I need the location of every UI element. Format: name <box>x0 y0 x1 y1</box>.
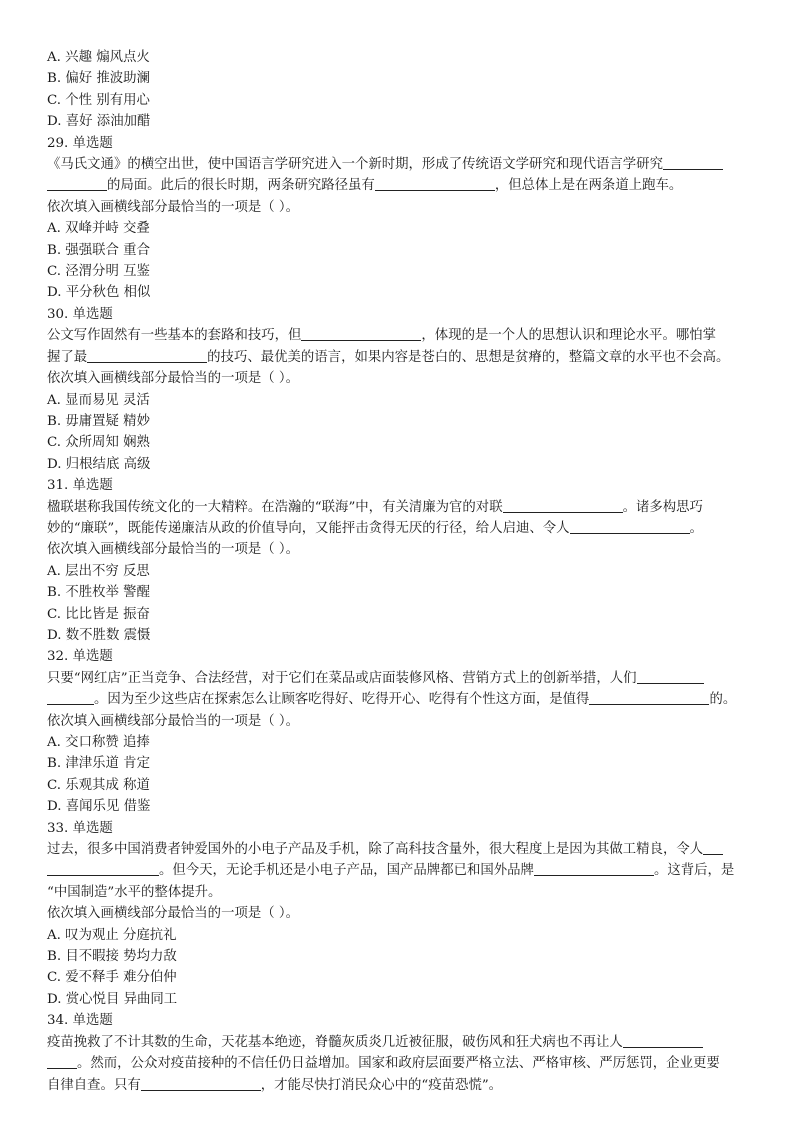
q30-option-c: C. 众所周知 娴熟 <box>47 435 150 451</box>
q28-option-a: A. 兴趣 煽风点火 <box>47 50 150 65</box>
q34-blank-1b <box>47 1054 77 1069</box>
q30-option-d: D. 归根结底 高级 <box>47 456 151 472</box>
q33-stem-line-3: “中国制造”水平的整体提升。 <box>47 884 222 900</box>
q30-stem-text: ，体现的是一个人的思想认识和理论水平。哪怕掌 <box>421 328 717 344</box>
q32-option-a: A. 交口称赞 追捧 <box>47 735 150 750</box>
q30-stem-text: 公文写作固然有一些基本的套路和技巧，但 <box>47 328 302 344</box>
q31-header: 31. 单选题 <box>47 478 113 494</box>
q31-option-d: D. 数不胜数 震慑 <box>47 627 151 643</box>
q33-blank-1b <box>47 861 159 876</box>
q32-header: 32. 单选题 <box>47 649 113 665</box>
q29-option-a: A. 双峰并峙 交叠 <box>47 221 150 237</box>
q30-stem-text: 握了最 <box>47 349 88 365</box>
q33-blank-1a <box>703 840 723 855</box>
q33-prompt: 依次填入画横线部分最恰当的一项是（ ）。 <box>47 906 299 922</box>
q30-stem-line-1 <box>47 325 756 346</box>
q34-stem-line-1 <box>47 1032 756 1053</box>
q32-option-d: D. 喜闻乐见 借鉴 <box>47 799 151 815</box>
q34-blank-1a <box>623 1033 703 1048</box>
q29-option-c: C. 泾渭分明 互鉴 <box>47 264 150 280</box>
q31-stem-line-2 <box>47 518 756 539</box>
q32-stem-line-1 <box>47 668 756 689</box>
q28-option-c: C. 个性 别有用心 <box>47 92 150 108</box>
q29-stem-text: 《马氏文通》的横空出世，使中国语言学研究进入一个新时期，形成了传统语文学研究和现代语言学研究 <box>47 157 663 173</box>
q29-blank-1b <box>47 176 107 191</box>
q33-stem-text: 过去，很多中国消费者钟爱国外的小电子产品及手机，除了高科技含量外，很大程度上是因为其做工精良，令人 <box>47 842 704 858</box>
q34-stem-text: 自律自查。只有 <box>47 1077 141 1093</box>
q30-header: 30. 单选题 <box>47 306 113 322</box>
q31-stem-line-1 <box>47 497 756 518</box>
q31-option-a: A. 层出不穷 反思 <box>47 563 150 579</box>
q29-blank-2 <box>375 176 495 191</box>
q29-blank-1a <box>663 155 723 170</box>
q33-stem-text: 。但今天，无论手机还是小电子产品，国产品牌都已和国外品牌 <box>159 863 534 879</box>
q31-option-b: B. 不胜枚举 警醒 <box>47 585 150 601</box>
q31-stem-text: 妙的“廉联”，既能传递廉洁从政的价值导向，又能抨击贪得无厌的行径，给人启迪、令人 <box>47 520 570 536</box>
q30-prompt: 依次填入画横线部分最恰当的一项是（ ）。 <box>47 371 299 387</box>
q30-stem-text: 的技巧、最优美的语言，如果内容是苍白的、思想是贫瘠的，整篇文章的水平也不会高。 <box>207 349 730 365</box>
q31-stem-text: 。 <box>689 520 703 536</box>
q30-option-a: A. 显而易见 灵活 <box>47 392 150 408</box>
q32-prompt: 依次填入画横线部分最恰当的一项是（ ）。 <box>47 713 299 729</box>
q32-option-c: C. 乐观其成 称道 <box>47 777 150 793</box>
q29-option-d: D. 平分秋色 相似 <box>47 285 151 301</box>
q31-stem-text: 。诸多构思巧 <box>622 499 703 515</box>
q30-blank-1 <box>301 326 421 341</box>
q31-option-c: C. 比比皆是 振奋 <box>47 606 150 622</box>
q34-stem-line-2 <box>47 1053 756 1074</box>
q28-option-b: B. 偏好 推波助澜 <box>47 71 150 87</box>
q32-stem-line-2 <box>47 689 756 710</box>
q31-stem-text: 楹联堪称我国传统文化的一大精粹。在浩瀚的“联海”中，有关清廉为官的对联 <box>47 499 503 515</box>
q33-header: 33. 单选题 <box>47 820 113 836</box>
q33-stem-line-2 <box>47 860 756 881</box>
q31-prompt: 依次填入画横线部分最恰当的一项是（ ）。 <box>47 542 299 558</box>
q34-blank-2 <box>141 1076 261 1091</box>
q29-stem-line-1 <box>47 154 756 175</box>
q30-option-b: B. 毋庸置疑 精妙 <box>47 413 150 429</box>
q33-stem-text: 。这背后，是 <box>653 863 735 879</box>
q32-stem-text: 。因为至少这些店在探索怎么让顾客吃得好、吃得开心、吃得有个性这方面，是值得 <box>94 692 590 708</box>
q33-blank-2 <box>534 861 654 876</box>
q32-option-b: B. 津津乐道 肯定 <box>47 756 150 772</box>
q32-blank-1b <box>47 690 94 705</box>
q32-stem-text: 只要“网红店”正当竞争、合法经营，对于它们在菜品或店面装修风格、营销方式上的创新举措，人们 <box>47 670 637 686</box>
q31-blank-1 <box>503 498 623 513</box>
q29-stem-text: 的局面。此后的很长时期，两条研究路径虽有 <box>107 178 375 194</box>
q32-blank-2 <box>589 690 709 705</box>
q29-stem-line-2 <box>47 175 756 196</box>
q31-blank-2 <box>570 519 690 534</box>
q30-stem-line-2 <box>47 347 756 368</box>
q33-option-a: A. 叹为观止 分庭抗礼 <box>47 927 177 943</box>
q34-stem-line-3 <box>47 1075 756 1096</box>
q33-option-c: C. 爱不释手 难分伯仲 <box>47 970 177 986</box>
q33-option-d: D. 赏心悦目 异曲同工 <box>47 991 178 1007</box>
q34-stem-text: 疫苗挽救了不计其数的生命，天花基本绝迹，脊髓灰质炎几近被征服，破伤风和狂犬病也不再让人 <box>47 1034 623 1050</box>
q30-blank-2 <box>87 348 207 363</box>
q29-stem-text: ，但总体上是在两条道上跑车。 <box>494 178 683 194</box>
q33-option-b: B. 目不暇接 势均力敌 <box>47 949 177 965</box>
q28-option-d: D. 喜好 添油加醋 <box>47 114 151 130</box>
q33-stem-line-1 <box>47 839 756 860</box>
q32-stem-text: 的。 <box>709 692 737 708</box>
q29-header: 29. 单选题 <box>47 135 113 151</box>
q34-stem-text: ，才能尽快打消民众心中的“疫苗恐慌”。 <box>260 1077 503 1093</box>
q29-prompt: 依次填入画横线部分最恰当的一项是（ ）。 <box>47 199 299 215</box>
q29-option-b: B. 强强联合 重合 <box>47 242 150 258</box>
q34-header: 34. 单选题 <box>47 1013 113 1029</box>
q34-stem-text: 。然而，公众对疫苗接种的不信任仍日益增加。国家和政府层面要严格立法、严格审核、严厉惩罚，企业更要 <box>77 1056 720 1072</box>
q32-blank-1a <box>637 669 704 684</box>
